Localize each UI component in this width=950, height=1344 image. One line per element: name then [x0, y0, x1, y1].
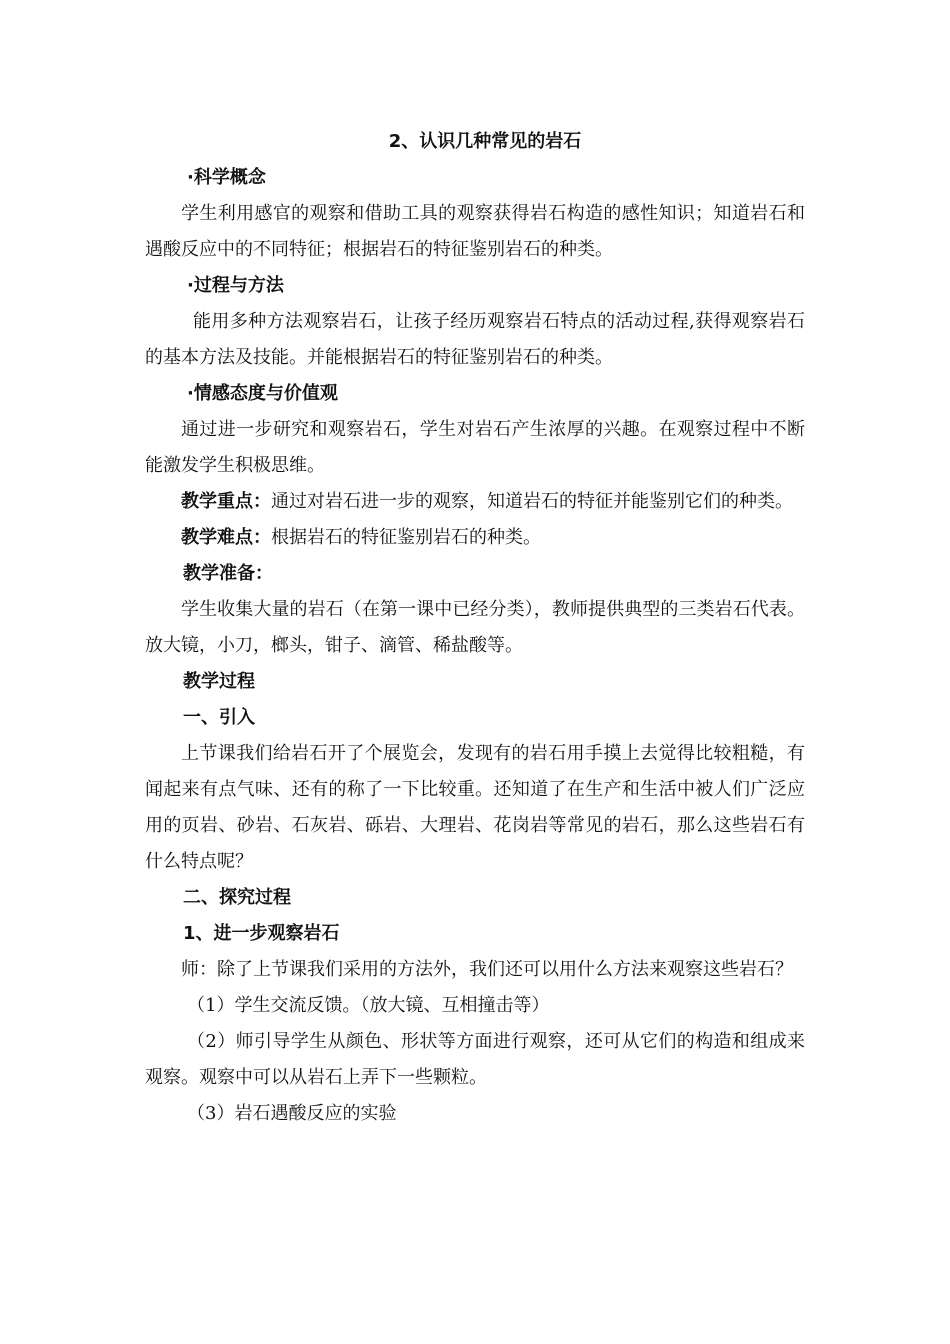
difficulty-label: 教学难点： [181, 527, 271, 548]
list-item: （2）师引导学生从颜色、形状等方面进行观察，还可从它们的构造和组成来观察。观察中可以从岩石上弄下一些颗粒。 [145, 1031, 805, 1088]
key-point-paragraph [145, 484, 805, 520]
preparation-label: 教学准备： [183, 563, 273, 584]
key-point-text: 通过对岩石进一步的观察，知道岩石的特征并能鉴别它们的种类。 [271, 491, 793, 512]
step1-heading: 1、进一步观察岩石 [183, 923, 340, 944]
key-point-label: 教学重点： [181, 491, 271, 512]
difficulty-text: 根据岩石的特征鉴别岩石的种类。 [271, 527, 541, 548]
teacher-question-paragraph: 师：除了上节课我们采用的方法外，我们还可以用什么方法来观察这些岩石？ [181, 959, 793, 980]
difficulty-paragraph [145, 520, 805, 556]
section-heading-concept: ·科学概念 [187, 167, 266, 188]
method-paragraph: 能用多种方法观察岩石，让孩子经历观察岩石特点的活动过程,获得观察岩石的基本方法及技能。并能根据岩石的特征鉴别岩石的种类。 [145, 311, 805, 368]
concept-paragraph: 学生利用感官的观察和借助工具的观察获得岩石构造的感性知识；知道岩石和遇酸反应中的不同特征；根据岩石的特征鉴别岩石的种类。 [145, 203, 805, 260]
list-item: （1）学生交流反馈。（放大镜、互相撞击等） [187, 995, 550, 1016]
intro-heading: 一、引入 [183, 707, 255, 728]
preparation-paragraph: 学生收集大量的岩石（在第一课中已经分类），教师提供典型的三类岩石代表。放大镜，小刀，榔头，钳子、滴管、稀盐酸等。 [145, 599, 805, 656]
document-title: 2、认识几种常见的岩石 [388, 131, 582, 152]
section-heading-attitude: ·情感态度与价值观 [187, 383, 338, 404]
intro-paragraph: 上节课我们给岩石开了个展览会，发现有的岩石用手摸上去觉得比较粗糙，有闻起来有点气味、还有的称了一下比较重。还知道了在生产和生活中被人们广泛应用的页岩、砂岩、石灰岩、砾岩、大理岩、花岗岩等常见的岩石，那么这些岩石有什么特点呢？ [145, 743, 805, 872]
process-heading: 教学过程 [183, 671, 255, 692]
explore-heading: 二、探究过程 [183, 887, 291, 908]
list-item: （3）岩石遇酸反应的实验 [187, 1103, 397, 1124]
attitude-paragraph: 通过进一步研究和观察岩石，学生对岩石产生浓厚的兴趣。在观察过程中不断能激发学生积极思维。 [145, 419, 805, 476]
section-heading-method: ·过程与方法 [187, 275, 284, 296]
document-body [145, 124, 805, 1132]
